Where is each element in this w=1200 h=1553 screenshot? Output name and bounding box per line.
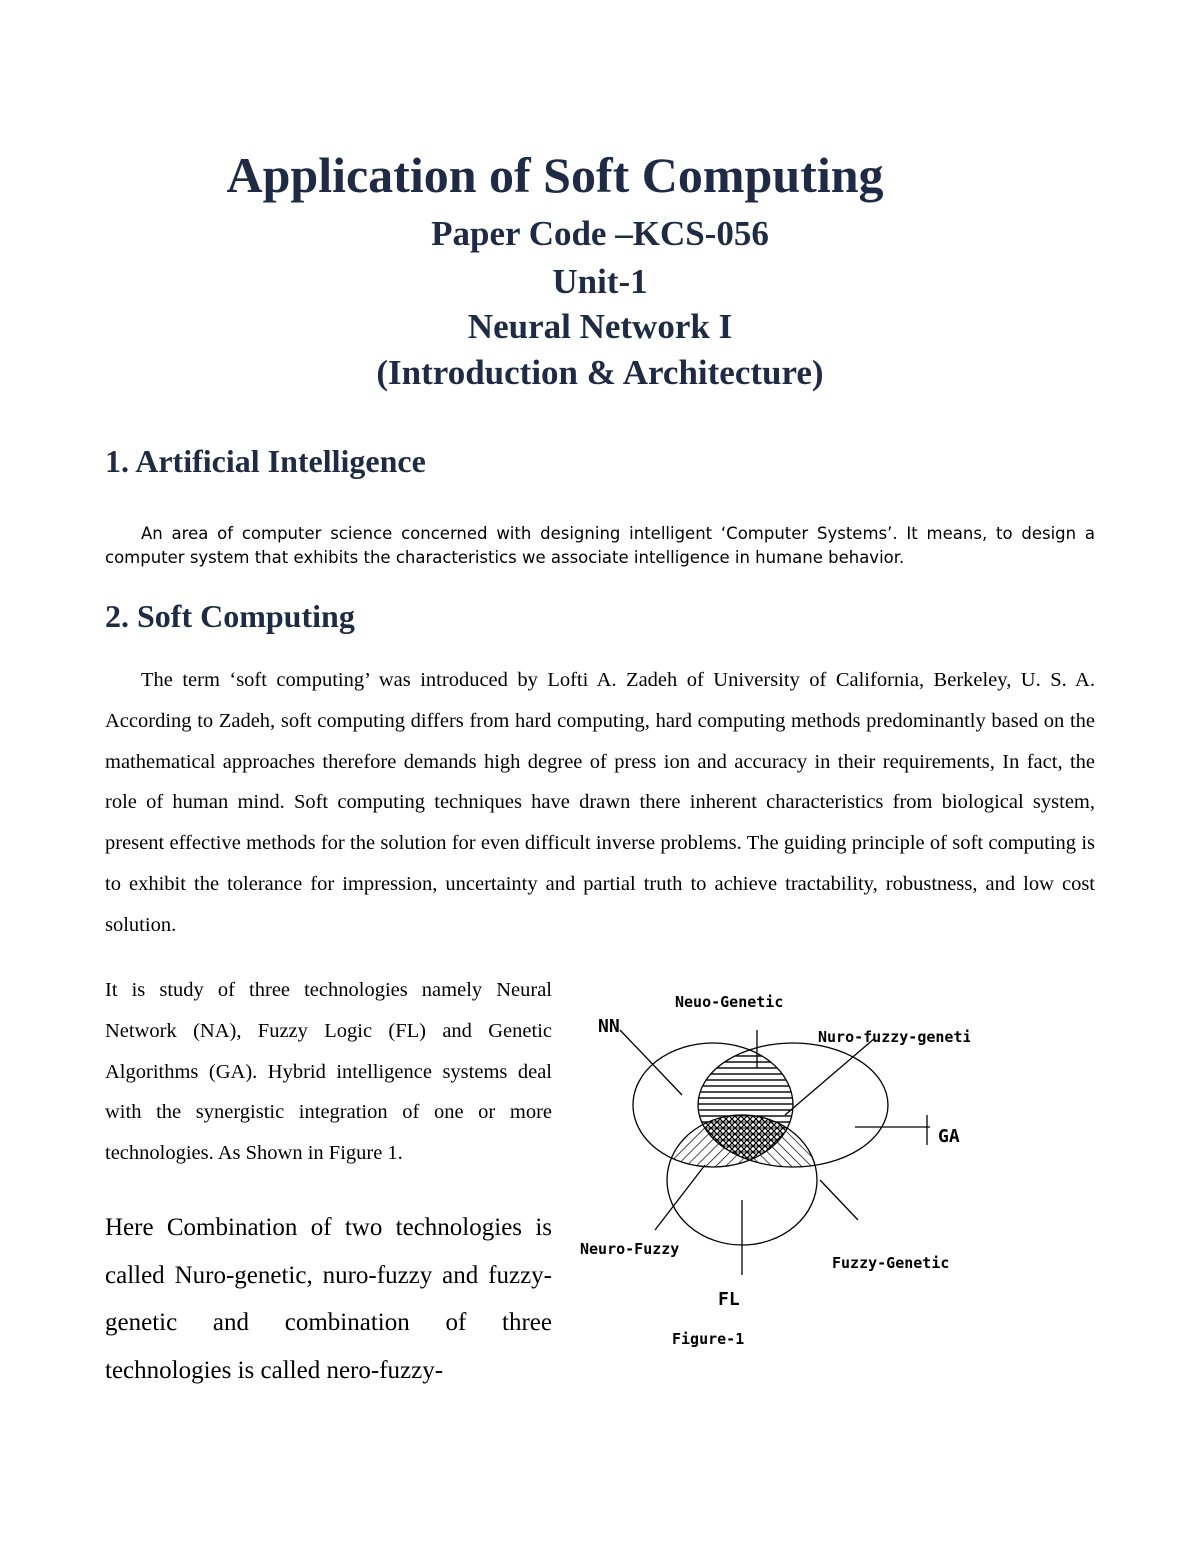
subtopic-title: (Introduction & Architecture) xyxy=(376,353,824,392)
section-heading-soft-computing: 2. Soft Computing xyxy=(105,598,355,634)
label-nn: NN xyxy=(598,1016,620,1037)
label-fl: FL xyxy=(718,1289,740,1310)
paper-code: Paper Code –KCS-056 xyxy=(431,214,769,253)
document-title: Application of Soft Computing xyxy=(226,147,884,203)
nn-leader-line xyxy=(620,1030,682,1095)
unit-label: Unit-1 xyxy=(552,262,648,301)
nuro-fuzzy-genetic-leader-line xyxy=(785,1038,875,1115)
label-fuzzy-genetic: Fuzzy-Genetic xyxy=(832,1254,950,1272)
venn-diagram xyxy=(570,975,970,1355)
venn-figure xyxy=(570,975,970,1355)
section-heading-ai: 1. Artificial Intelligence xyxy=(105,443,426,479)
label-neuro-genetic: Neuo-Genetic xyxy=(675,993,784,1011)
section-text-ai: An area of computer science concerned with designing intelligent ‘Computer Systems’. It means, to design a computer system that exhibits the characteristics we associate intelligence in humane behavior. xyxy=(105,524,1095,567)
paragraph-combinations: Here Combination of two technologies is called Nuro-genetic, nuro-fuzzy and fuzzy- genetic and combination of three technologies is called nero-fuzzy- xyxy=(105,1214,552,1384)
figure-caption: Figure-1 xyxy=(672,1330,745,1348)
topic-title: Neural Network I xyxy=(467,307,733,346)
label-nuro-fuzzy-genetic: Nuro-fuzzy-genetic xyxy=(818,1028,970,1046)
section-text-soft-computing: The term ‘soft computing’ was introduced by Lofti A. Zadeh of University of California, Berkeley, U. S. A. According to Zadeh, soft computing differs from hard computing, hard computing methods predominantly based on the mathematical approaches therefore demands high degree of press ion and accuracy in their requirements, In fact, the role of human mind. Soft computing techniques have drawn there inherent characteristics from biological system, present effective methods for the solution for even difficult inverse problems. The guiding principle of soft computing is to exhibit the tolerance for impression, uncertainty and partial truth to achieve tractability, robustness, and low cost solution. xyxy=(105,669,1095,936)
label-ga: GA xyxy=(938,1126,960,1147)
fuzzy-genetic-leader-line xyxy=(820,1180,858,1220)
neuro-fuzzy-leader-line xyxy=(655,1165,705,1230)
paragraph-three-technologies: It is study of three technologies namely Neural Network (NA), Fuzzy Logic (FL) and Genetic Algorithms (GA). Hybrid intelligence systems deal with the synergistic integration of one or more technologies. As Shown in Figure 1. xyxy=(105,979,552,1165)
label-neuro-fuzzy: Neuro-Fuzzy xyxy=(580,1240,680,1258)
